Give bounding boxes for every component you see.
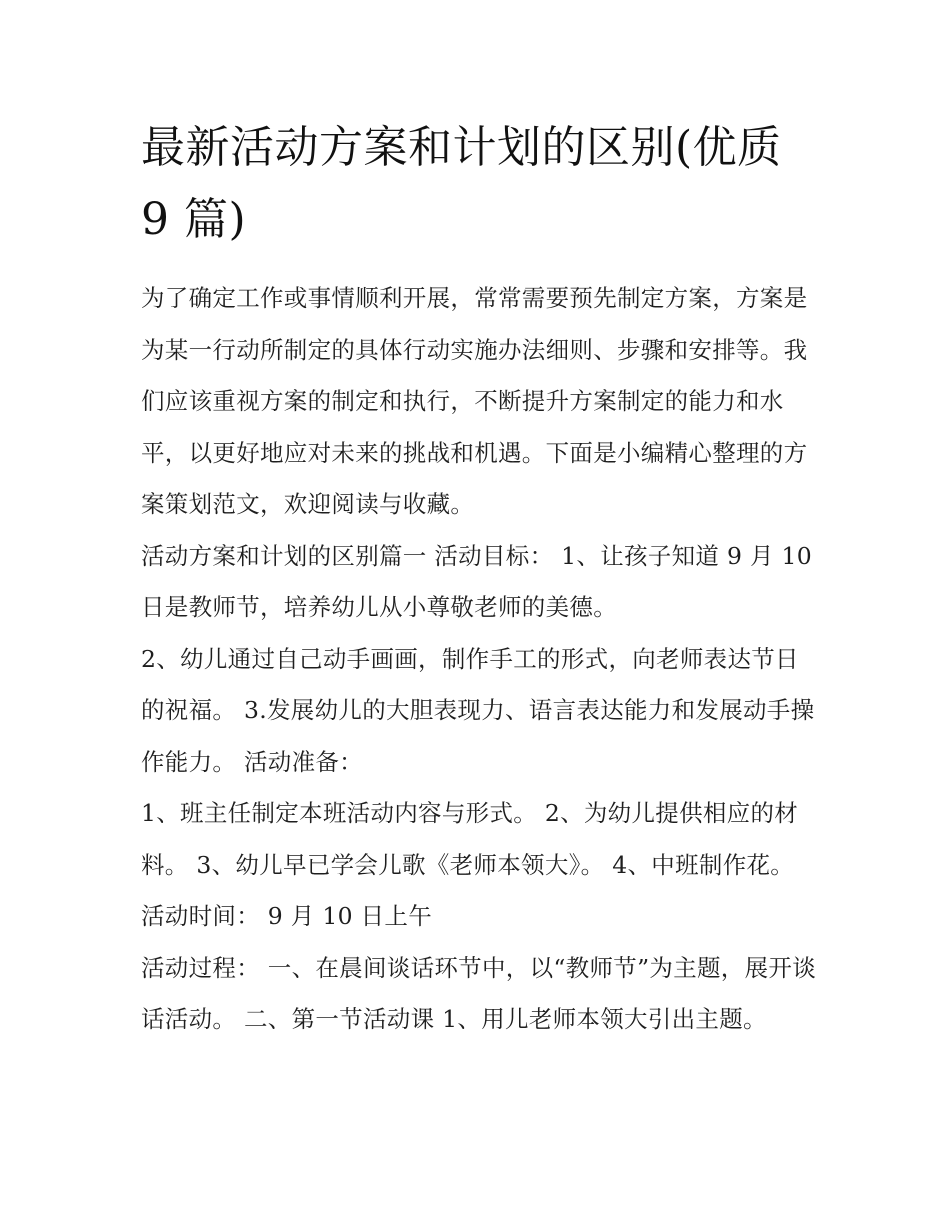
body-paragraph: 活动方案和计划的区别篇一 活动目标： 1、让孩子知道 9 月 10 日是教师节，培养幼儿从小尊敬老师的美德。: [141, 541, 813, 621]
body-paragraph: 2、幼儿通过自己动手画画，制作手工的形式，向老师表达节日的祝福。 3.发展幼儿的大胆表现力、语言表达能力和发展动手操作能力。 活动准备：: [141, 644, 815, 776]
body-paragraph: 活动过程： 一、在晨间谈话环节中，以“教师节”为主题，展开谈话活动。 二、第一节活动课 1、用儿老师本领大引出主题。: [141, 953, 816, 1033]
intro-paragraph: 为了确定工作或事情顺利开展，常常需要预先制定方案，方案是为某一行动所制定的具体行动实施办法细则、步骤和安排等。我们应该重视方案的制定和执行，不断提升方案制定的能力和水平，以更好地应对未来的挑战和机遇。下面是小编精心整理的方案策划范文，欢迎阅读与收藏。: [141, 284, 808, 518]
body-paragraph: 1、班主任制定本班活动内容与形式。 2、为幼儿提供相应的材料。 3、幼儿早已学会儿歌《老师本领大》。 4、中班制作花。 活动时间： 9 月 10 日上午: [141, 799, 799, 930]
document-body: [141, 112, 821, 1046]
document-title: 最新活动方案和计划的区别(优质 9 篇): [141, 122, 782, 245]
